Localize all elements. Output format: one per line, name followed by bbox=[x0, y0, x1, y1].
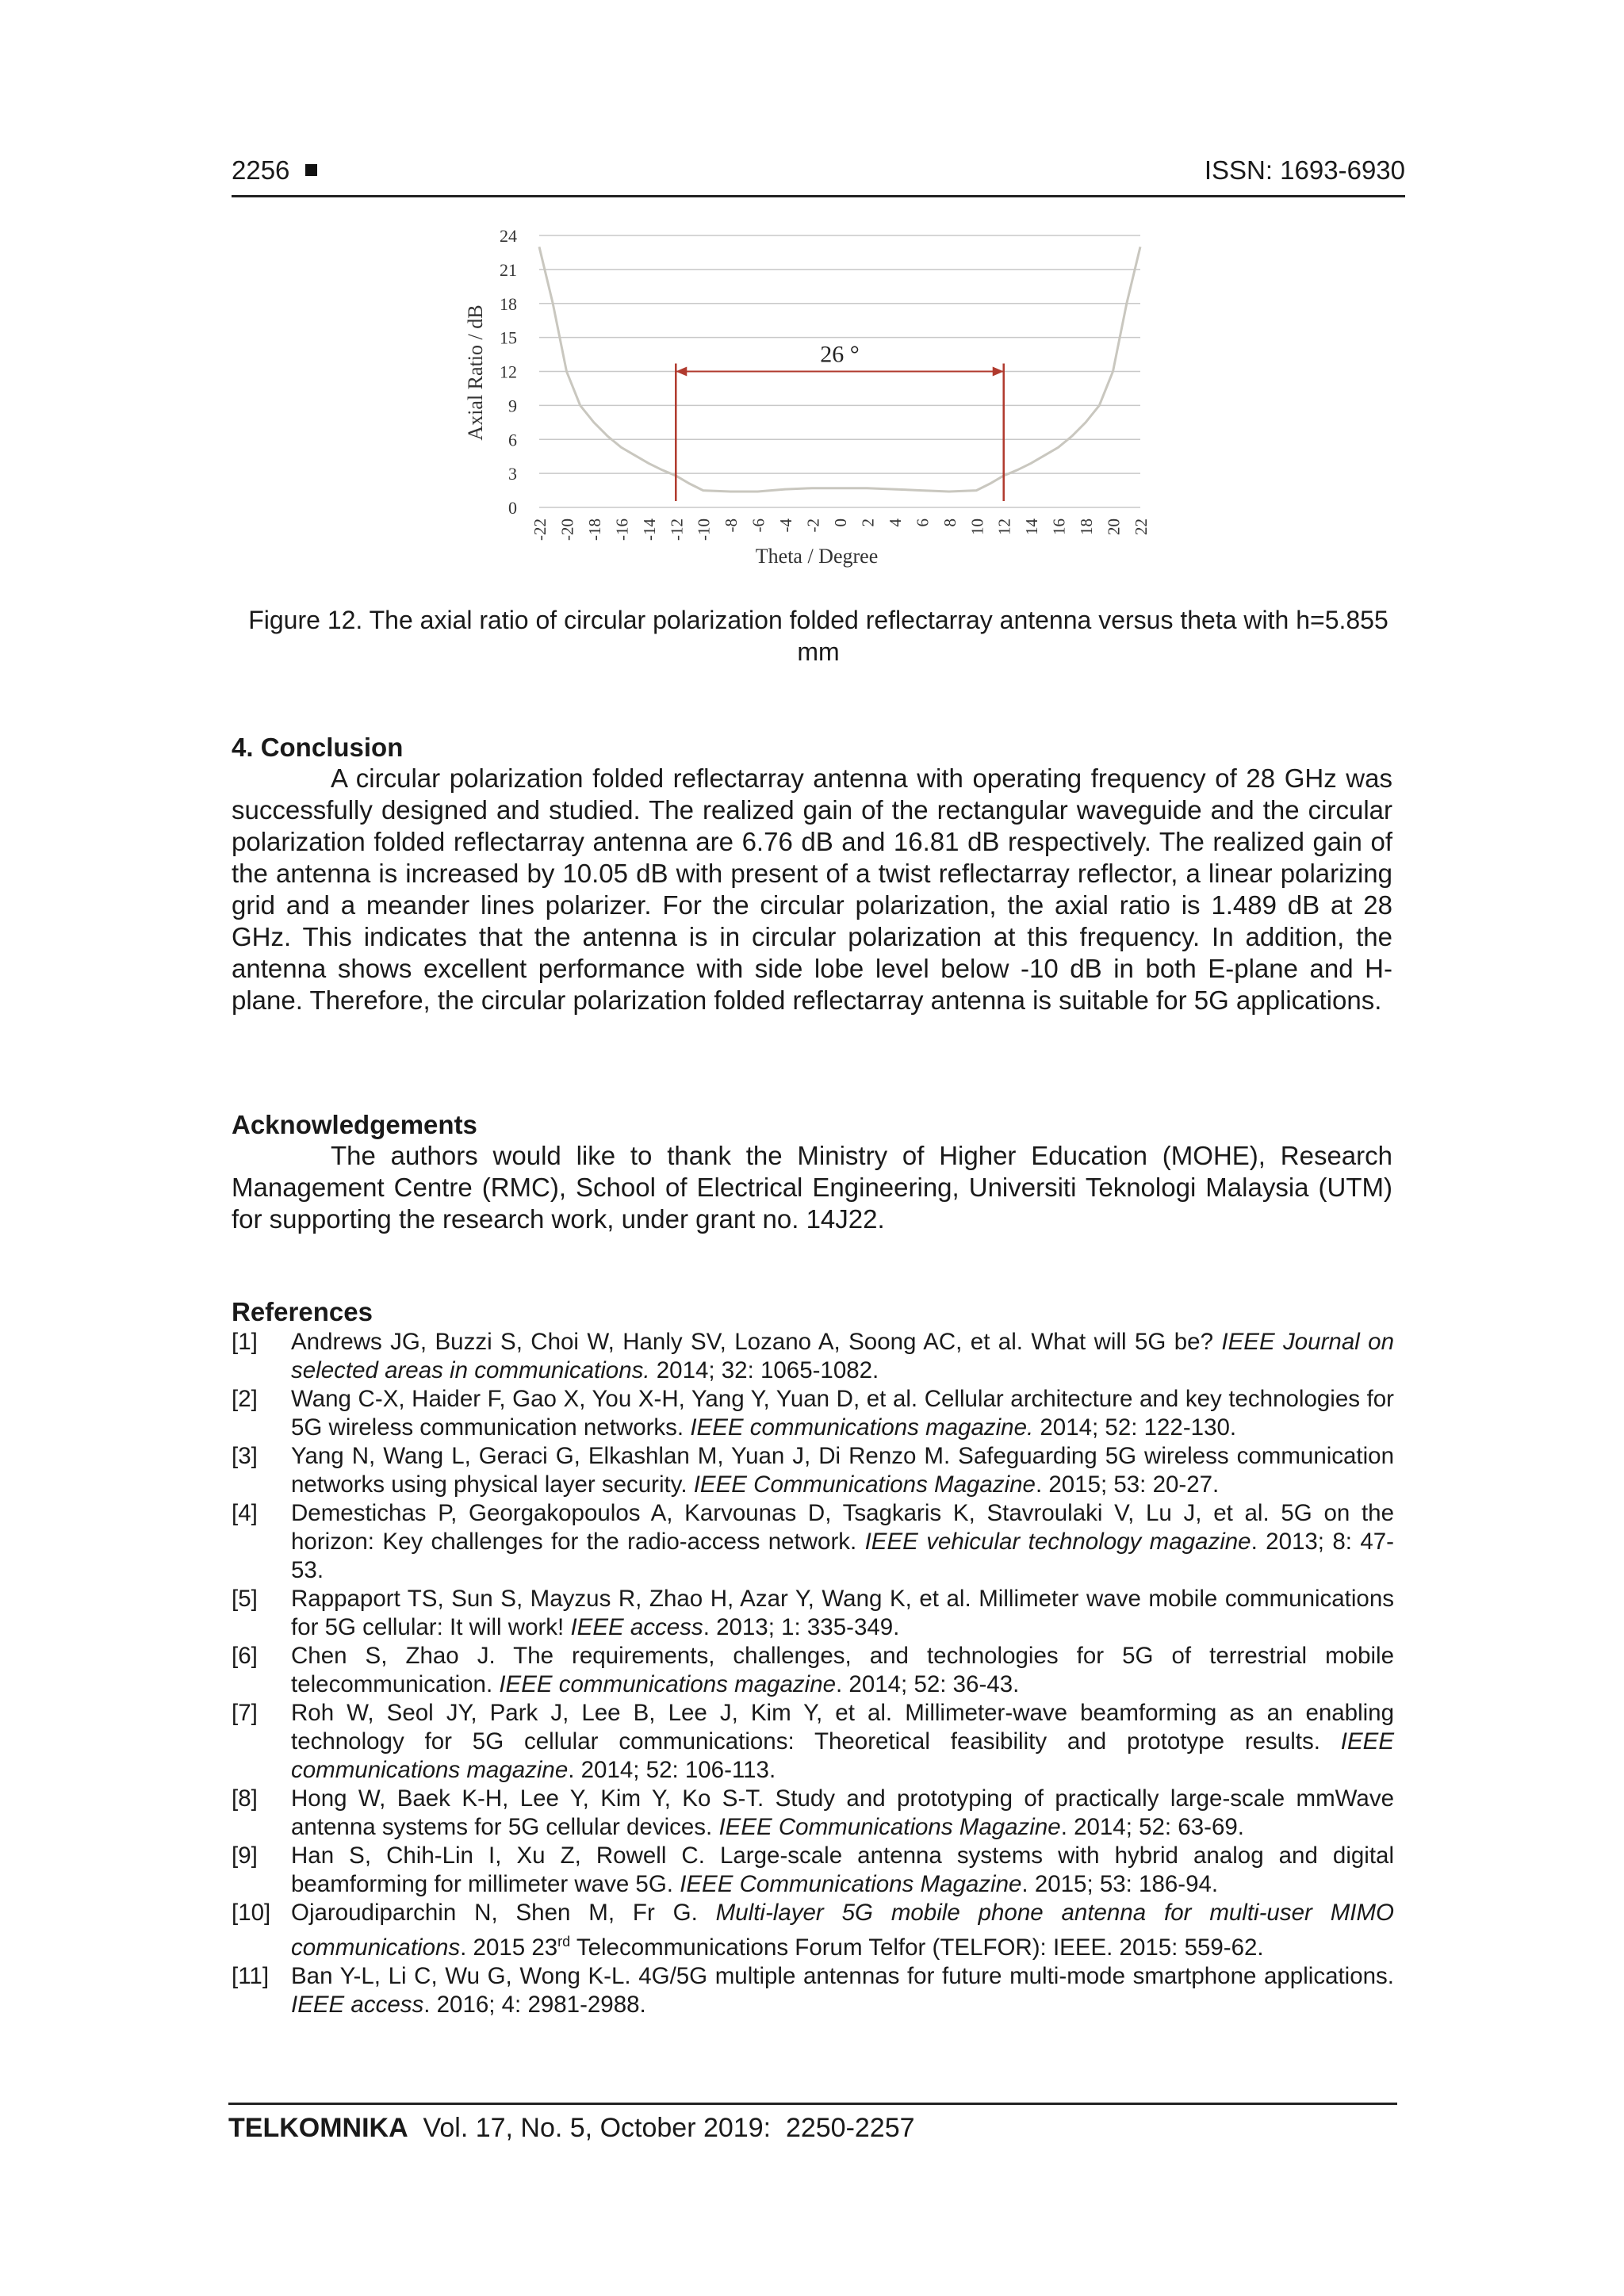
acknowledgements-heading: Acknowledgements bbox=[232, 1110, 477, 1139]
reference-journal: IEEE Communications Magazine bbox=[718, 1814, 1061, 1840]
x-tick-label: -12 bbox=[667, 519, 687, 541]
page-header bbox=[232, 155, 1405, 197]
reference-journal: IEEE communications magazine bbox=[291, 1728, 1394, 1783]
y-tick-label: 3 bbox=[508, 464, 517, 484]
series-axial-ratio-line bbox=[539, 247, 1140, 492]
reference-item: [3] Yang N, Wang L, Geraci G, Elkashlan M, Yuan J, Di Renzo M. Safeguarding 5G wireless communication networks using physical layer security. IEEE Communications Magazine. 2015; 53: 20-27. bbox=[232, 1443, 1394, 1498]
reference-item: [8] Hong W, Baek K-H, Lee Y, Kim Y, Ko S-T. Study and prototyping of practically large-scale mmWave antenna systems for 5G cellular devices. IEEE Communications Magazine. 2014; 52: 63-69. bbox=[232, 1785, 1394, 1840]
x-axis-label: Theta / Degree bbox=[755, 545, 879, 568]
y-tick-label: 0 bbox=[508, 498, 517, 518]
x-tick-label: -8 bbox=[722, 519, 741, 533]
x-tick-label: 8 bbox=[940, 519, 959, 527]
reference-number: [1] bbox=[232, 1329, 258, 1355]
conclusion-heading: 4. Conclusion bbox=[232, 733, 404, 762]
page-number: 2256 bbox=[232, 155, 317, 186]
x-tick-label: -14 bbox=[639, 519, 659, 541]
reference-number: [4] bbox=[232, 1500, 258, 1526]
x-tick-label: -2 bbox=[803, 519, 823, 533]
y-axis-label: Axial Ratio / dB bbox=[464, 304, 487, 441]
x-tick-label: -20 bbox=[557, 519, 577, 541]
reference-number: [5] bbox=[232, 1586, 258, 1612]
x-tick-label: -10 bbox=[694, 519, 714, 541]
acknowledgements-paragraph: The authors would like to thank the Ministry of Higher Education (MOHE), Research Management Centre (RMC), School of Electrical Engineering, Universiti Teknologi Malaysia (UTM) for supporting the research work, under grant no. 14J22. bbox=[232, 1141, 1392, 1234]
reference-number: [2] bbox=[232, 1386, 258, 1412]
x-tick-label: -22 bbox=[530, 519, 550, 541]
y-tick-label: 15 bbox=[500, 327, 517, 348]
figure-12 bbox=[460, 226, 1158, 583]
x-tick-label: 12 bbox=[994, 519, 1014, 535]
reference-journal: IEEE access bbox=[570, 1614, 703, 1640]
reference-item: [10] Ojaroudiparchin N, Shen M, Fr G. Multi-layer 5G mobile phone antenna for multi-user MIMO communications. 2015 23rd Telecommunications Forum Telfor (TELFOR): IEEE. 2015: 559-62. bbox=[232, 1900, 1394, 1961]
reference-item: [11] Ban Y-L, Li C, Wu G, Wong K-L. 4G/5G multiple antennas for future multi-mode smartphone applications. IEEE access. 2016; 4: 2981-2988. bbox=[232, 1962, 1394, 2018]
arrow-right-icon bbox=[993, 367, 1004, 377]
y-tick-label: 24 bbox=[500, 226, 517, 246]
y-tick-label: 9 bbox=[508, 396, 517, 416]
x-tick-label: 20 bbox=[1104, 519, 1124, 535]
reference-number: [10] bbox=[232, 1900, 271, 1926]
reference-journal: IEEE access bbox=[291, 1991, 424, 2018]
reference-number: [7] bbox=[232, 1700, 258, 1726]
angle-annotation bbox=[676, 342, 1003, 377]
x-tick-labels bbox=[530, 519, 1151, 541]
reference-item: [7] Roh W, Seol JY, Park J, Lee B, Lee J, Kim Y, et al. Millimeter-wave beamforming as an enabling technology for 5G cellular communications: Theoretical feasibility and prototype results. IEEE communications magazine. 2014; 52: 106-113. bbox=[232, 1700, 1394, 1783]
reference-journal: IEEE Journal on selected areas in communications. bbox=[291, 1329, 1394, 1383]
reference-journal: IEEE communications magazine. bbox=[690, 1414, 1034, 1441]
reference-journal: Multi-layer 5G mobile phone antenna for multi-user MIMO communications bbox=[291, 1900, 1394, 1961]
reference-item: [9] Han S, Chih-Lin I, Xu Z, Rowell C. Large-scale antenna systems with hybrid analog and digital beamforming for millimeter wave 5G. IEEE Communications Magazine. 2015; 53: 186-94. bbox=[232, 1843, 1394, 1897]
x-tick-label: -4 bbox=[776, 519, 796, 533]
reference-number: [6] bbox=[232, 1643, 258, 1669]
y-tick-label: 6 bbox=[508, 430, 517, 450]
y-tick-label: 21 bbox=[500, 259, 517, 280]
reference-journal: IEEE Communications Magazine bbox=[693, 1471, 1036, 1498]
reference-number: [3] bbox=[232, 1443, 258, 1469]
x-tick-label: -6 bbox=[749, 519, 768, 533]
y-tick-label: 18 bbox=[500, 293, 517, 314]
reference-item: [1] Andrews JG, Buzzi S, Choi W, Hanly SV, Lozano A, Soong AC, et al. What will 5G be? IEEE Journal on selected areas in communications. 2014; 32: 1065-1082. bbox=[232, 1329, 1394, 1383]
reference-number: [11] bbox=[232, 1962, 270, 1989]
y-tick-labels bbox=[500, 226, 517, 518]
annotation-label: 26 ° bbox=[820, 341, 860, 368]
square-bullet-icon bbox=[305, 164, 317, 176]
x-tick-label: 0 bbox=[831, 519, 850, 527]
reference-item: [6] Chen S, Zhao J. The requirements, challenges, and technologies for 5G of terrestrial mobile telecommunication. IEEE communications magazine. 2014; 52: 36-43. bbox=[232, 1643, 1394, 1697]
x-tick-label: -16 bbox=[612, 519, 632, 541]
reference-journal: IEEE communications magazine bbox=[499, 1671, 837, 1697]
y-tick-label: 12 bbox=[500, 362, 517, 382]
x-tick-label: 18 bbox=[1077, 519, 1097, 535]
issn: ISSN: 1693-6930 bbox=[1204, 155, 1405, 185]
x-tick-label: -18 bbox=[584, 519, 604, 541]
issue-info: Vol. 17, No. 5, October 2019: 2250-2257 bbox=[408, 2113, 915, 2143]
x-tick-label: 6 bbox=[913, 519, 933, 527]
reference-item: [2] Wang C-X, Haider F, Gao X, You X-H, Yang Y, Yuan D, et al. Cellular architecture and key technologies for 5G wireless communication networks. IEEE communications magazine. 2014; 52: 122-130. bbox=[232, 1386, 1394, 1441]
reference-item: [5] Rappaport TS, Sun S, Mayzus R, Zhao H, Azar Y, Wang K, et al. Millimeter wave mobile communications for 5G cellular: It will work! IEEE access. 2013; 1: 335-349. bbox=[232, 1586, 1394, 1640]
x-tick-label: 2 bbox=[858, 519, 878, 527]
reference-journal: IEEE vehicular technology magazine bbox=[864, 1529, 1251, 1555]
figure-caption: Figure 12. The axial ratio of circular polarization folded reflectarray antenna versus theta with h=5.855 mm bbox=[248, 606, 1388, 666]
marker-lines bbox=[676, 364, 1003, 501]
page-footer bbox=[228, 2103, 1397, 2144]
reference-number: [8] bbox=[232, 1785, 258, 1812]
journal-name: TELKOMNIKA bbox=[228, 2113, 408, 2143]
x-tick-label: 16 bbox=[1049, 519, 1069, 535]
x-tick-label: 22 bbox=[1132, 519, 1151, 535]
references-heading: References bbox=[232, 1297, 373, 1326]
reference-item: [4] Demestichas P, Georgakopoulos A, Karvounas D, Tsagkaris K, Stavroulaki V, Lu J, et al. 5G on the horizon: Key challenges for the radio-access network. IEEE vehicular technology magazine. 2013; 8: 47-53. bbox=[232, 1500, 1394, 1583]
arrow-left-icon bbox=[676, 367, 687, 377]
axial-ratio-chart bbox=[460, 226, 1158, 583]
reference-journal: IEEE Communications Magazine bbox=[680, 1871, 1022, 1897]
x-tick-label: 4 bbox=[885, 519, 905, 527]
reference-list bbox=[232, 1328, 1394, 2019]
x-tick-label: 10 bbox=[967, 519, 987, 535]
reference-number: [9] bbox=[232, 1843, 258, 1869]
x-tick-label: 14 bbox=[1022, 519, 1042, 535]
conclusion-paragraph: A circular polarization folded reflectarray antenna with operating frequency of 28 GHz was successfully designed and studied. The realized gain of the rectangular waveguide and the circular polarization folded reflectarray antenna are 6.76 dB and 16.81 dB respectively. The realized gain of the antenna is increased by 10.05 dB with present of a twist reflectarray reflector, a linear polarizing grid and a meander lines polarizer. For the circular polarization, the axial ratio is 1.489 dB at 28 GHz. This indicates that the antenna is in circular polarization at this frequency. In addition, the antenna shows excellent performance with side lobe level below -10 dB in both E-plane and H-plane. Therefore, the circular polarization folded reflectarray antenna is suitable for 5G applications. bbox=[232, 763, 1392, 1015]
